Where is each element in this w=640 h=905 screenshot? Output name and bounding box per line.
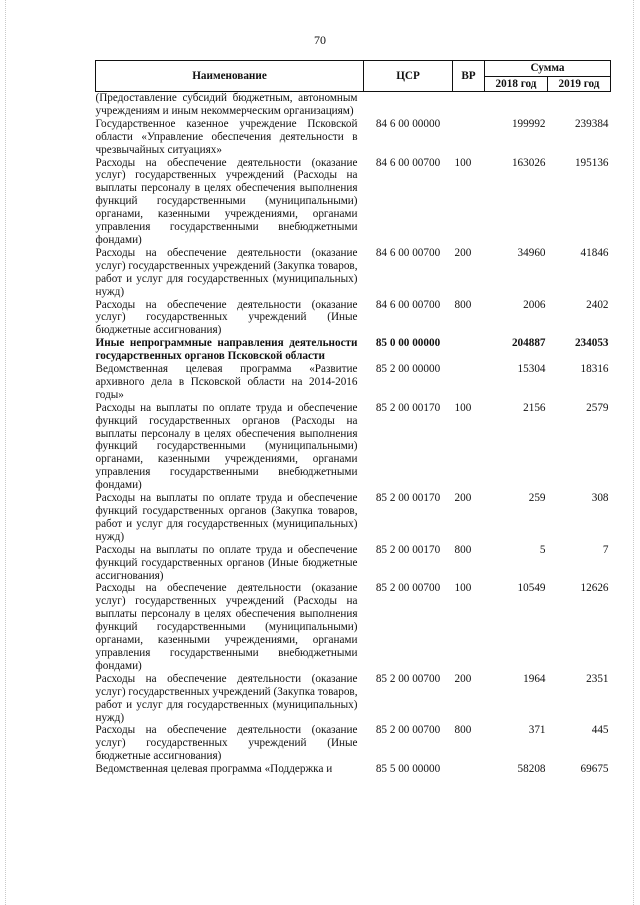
- cell-2018: [485, 92, 548, 118]
- cell-csr: 85 2 00 00700: [375, 724, 441, 737]
- cell-name: (Предоставление субсидий бюджетным, автономным учреждениям и иным некоммерческим организациям): [95, 92, 358, 117]
- budget-table: [95, 60, 611, 776]
- table-row: [96, 363, 611, 402]
- cell-csr: 85 2 00 00170: [375, 543, 441, 556]
- cell-csr: 85 2 00 00170: [375, 492, 441, 505]
- cell-csr: 85 0 00 00000: [375, 337, 441, 350]
- cell-2018: 371: [528, 724, 546, 737]
- cell-name: Расходы на обеспечение деятельности (оказание услуг) государственных учреждений (Расходы на выплаты персоналу в целях обеспечения выполнения функций государственными (муниципальными) органами, казенными учреждениями, органами управления государственными внебюджетными фондами): [95, 582, 358, 672]
- cell-2018: 163026: [511, 156, 546, 169]
- cell-vr: 200: [454, 246, 472, 259]
- cell-2019: 69675: [580, 763, 609, 776]
- cell-name: Расходы на выплаты по оплате труда и обеспечение функций государственных органов (Иные бюджетные ассигнования): [95, 543, 358, 582]
- cell-2019: 18316: [580, 363, 609, 376]
- cell-csr: 84 6 00 00000: [375, 117, 441, 130]
- table-row: [96, 299, 611, 338]
- cell-2019: 12626: [580, 582, 609, 595]
- header-year-2018: 2018 год: [485, 77, 548, 92]
- cell-name: Расходы на обеспечение деятельности (оказание услуг) государственных учреждений (Иные бюджетные ассигнования): [95, 724, 358, 763]
- cell-csr: 84 6 00 00700: [375, 156, 441, 169]
- cell-2018: 10549: [517, 582, 546, 595]
- cell-name: Государственное казенное учреждение Псковской области «Управление обеспечения деятельности в чрезвычайных ситуациях»: [95, 117, 358, 156]
- table-row: [96, 582, 611, 672]
- cell-name: Расходы на обеспечение деятельности (оказание услуг) государственных учреждений (Иные бюджетные ассигнования): [95, 298, 358, 337]
- cell-2019: 7: [602, 543, 609, 556]
- cell-csr: 85 2 00 00700: [375, 672, 441, 685]
- cell-vr: [453, 118, 485, 157]
- cell-2019: 2579: [586, 401, 609, 414]
- cell-2018: 1964: [523, 672, 546, 685]
- cell-2018: 15304: [517, 363, 546, 376]
- cell-2018: 58208: [517, 763, 546, 776]
- cell-vr: 200: [454, 492, 472, 505]
- cell-csr: 85 2 00 00000: [375, 363, 441, 376]
- right-margin-line: [633, 0, 634, 905]
- cell-2018: 2006: [523, 298, 546, 311]
- header-year-2019: 2019 год: [548, 77, 611, 92]
- cell-vr: [453, 763, 485, 776]
- table-row: [96, 763, 611, 776]
- cell-name: Ведомственная целевая программа «Поддержка и: [95, 763, 333, 776]
- cell-vr: 800: [454, 724, 472, 737]
- table-row: [96, 402, 611, 492]
- cell-vr: [453, 363, 485, 402]
- table-row: [96, 92, 611, 118]
- cell-2019: 2402: [586, 298, 609, 311]
- cell-2019: 2351: [586, 672, 609, 685]
- cell-2018: 5: [539, 543, 546, 556]
- cell-2019: 195136: [574, 156, 609, 169]
- cell-2019: 41846: [580, 246, 609, 259]
- cell-2019: 234053: [574, 337, 609, 350]
- table-row: [96, 118, 611, 157]
- table-row: [96, 544, 611, 583]
- cell-name: Расходы на обеспечение деятельности (оказание услуг) государственных учреждений (Закупка товаров, работ и услуг для государственных (муниципальных) нужд): [95, 672, 358, 724]
- table-header: [96, 61, 611, 92]
- table-row: [96, 157, 611, 247]
- cell-vr: 100: [454, 156, 472, 169]
- table-row: [96, 492, 611, 544]
- cell-vr: 800: [454, 298, 472, 311]
- cell-name: Расходы на выплаты по оплате труда и обеспечение функций государственных органов (Расходы на выплаты персоналу в целях обеспечения выполнения функций государственными (муниципальными) органами, казенными учреждениями, органами управления государственными внебюджетными фондами): [95, 401, 358, 492]
- table-row: [96, 724, 611, 763]
- cell-2019: [548, 92, 611, 118]
- header-name: Наименование: [96, 61, 364, 92]
- cell-csr: 84 6 00 00700: [375, 298, 441, 311]
- header-vr: ВР: [453, 61, 485, 92]
- cell-csr: [364, 92, 453, 118]
- table-row: [96, 673, 611, 725]
- budget-table-container: [95, 60, 610, 776]
- cell-2018: 2156: [523, 401, 546, 414]
- cell-2018: 259: [528, 492, 546, 505]
- cell-2019: 445: [591, 724, 609, 737]
- cell-2018: 34960: [517, 246, 546, 259]
- cell-name: Расходы на обеспечение деятельности (оказание услуг) государственных учреждений (Расходы на выплаты персоналу в целях обеспечения выполнения функций государственными (муниципальными) органами, казенными учреждениями, органами управления государственными внебюджетными фондами): [95, 156, 358, 246]
- cell-name: Расходы на выплаты по оплате труда и обеспечение функций государственных органов (Закупка товаров, работ и услуг для государственных (муниципальных) нужд): [95, 492, 358, 543]
- cell-vr: 100: [454, 582, 472, 595]
- cell-name: Иные непрограммные направления деятельности государственных органов Псковской области: [95, 337, 358, 363]
- header-sum: Сумма: [485, 61, 611, 77]
- cell-name: Расходы на обеспечение деятельности (оказание услуг) государственных учреждений (Закупка товаров, работ и услуг для государственных (муниципальных) нужд): [95, 246, 358, 298]
- cell-vr: 100: [454, 401, 472, 414]
- cell-vr: [453, 92, 485, 118]
- left-margin-line: [5, 0, 6, 905]
- page-number: 70: [314, 33, 326, 47]
- cell-2018: 204887: [511, 337, 546, 350]
- cell-2019: 239384: [574, 117, 609, 130]
- header-csr: ЦСР: [364, 61, 453, 92]
- cell-csr: 85 2 00 00700: [375, 582, 441, 595]
- cell-2018: 199992: [511, 117, 546, 130]
- cell-csr: 84 6 00 00700: [375, 246, 441, 259]
- table-row: [96, 247, 611, 299]
- cell-csr: 85 5 00 00000: [375, 763, 441, 776]
- table-row: [96, 337, 611, 363]
- cell-csr: 85 2 00 00170: [375, 401, 441, 414]
- cell-vr: 800: [454, 543, 472, 556]
- cell-vr: [453, 337, 485, 363]
- cell-name: Ведомственная целевая программа «Развитие архивного дела в Псковской области на 2014-2016 годы»: [95, 363, 358, 401]
- table-body: [96, 92, 611, 777]
- cell-2019: 308: [591, 492, 609, 505]
- cell-vr: 200: [454, 672, 472, 685]
